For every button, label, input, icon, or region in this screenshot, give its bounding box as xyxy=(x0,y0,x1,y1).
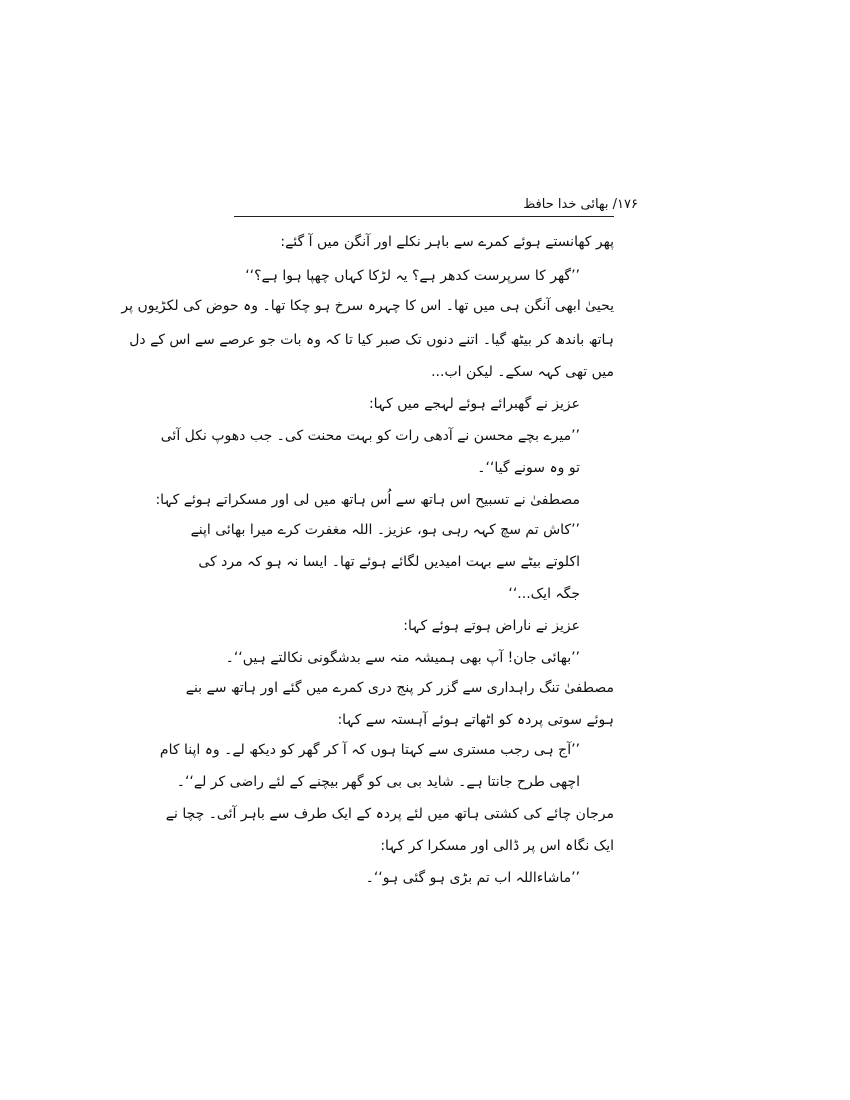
text-line: ’’ماشاءاللہ اب تم بڑی ہو گئی ہو‘‘۔ xyxy=(365,870,580,886)
text-line: تو وہ سونے گیا‘‘۔ xyxy=(477,460,580,476)
text-line: پھر کھانستے ہوئے کمرے سے باہر نکلے اور آنگن میں آ گئے: xyxy=(280,234,614,250)
text-line: ’’کاش تم سچ کہہ رہی ہو، عزیز۔ اللہ مغفرت کرے میرا بھائی اپنے xyxy=(190,522,580,538)
text-line: مرجان چائے کی کشتی ہاتھ میں لئے پردہ کے ایک طرف سے باہر آئی۔ چچا نے xyxy=(165,806,614,822)
text-line: ’’میرے بچے محسن نے آدھی رات کو بہت محنت کی۔ جب دھوپ نکل آئی xyxy=(160,428,580,444)
text-line: اکلوتے بیٹے سے بہت امیدیں لگائے ہوئے تھا۔ ایسا نہ ہو کہ مرد کی xyxy=(198,554,580,570)
text-line: ایک نگاہ اس پر ڈالی اور مسکرا کر کہا: xyxy=(380,838,614,854)
text-line: عزیز نے گھبرائے ہوئے لہجے میں کہا: xyxy=(368,396,580,412)
text-line: مصطفیٰ نے تسبیح اس ہاتھ سے اُس ہاتھ میں لی اور مسکراتے ہوئے کہا: xyxy=(155,492,580,508)
text-line: عزیز نے ناراض ہوتے ہوئے کہا: xyxy=(403,618,580,634)
text-line: جگہ ایک...‘‘ xyxy=(508,586,580,602)
text-line: ’’گھر کا سرپرست کدھر ہے؟ یہ لڑکا کہاں چھپا ہوا ہے؟‘‘ xyxy=(245,268,580,284)
text-line: میں تھی کہہ سکے۔ لیکن اب... xyxy=(431,364,614,380)
text-line: ہاتھ باندھ کر بیٹھ گیا۔ اتنے دنوں تک صبر کیا تا کہ وہ بات جو عرصے سے اس کے دل xyxy=(129,332,614,348)
text-line: ’’آج ہی رجب مستری سے کہتا ہوں کہ آ کر گھر کو دیکھ لے۔ وہ اپنا کام xyxy=(159,742,580,758)
header-rule xyxy=(234,216,614,217)
running-head: ۱۷۶/ بھائی خدا حافظ xyxy=(523,197,638,212)
text-line: ہوئے سوتی پردہ کو اٹھاتے ہوئے آہستہ سے کہا: xyxy=(337,712,614,728)
text-line: اچھی طرح جانتا ہے۔ شاید بی بی کو گھر بیچنے کے لئے راضی کر لے‘‘۔ xyxy=(176,774,580,790)
text-line: مصطفیٰ تنگ راہداری سے گزر کر پنج دری کمرے میں گئے اور ہاتھ سے بنے xyxy=(185,680,614,696)
text-line: ’’بھائی جان! آپ بھی ہمیشہ منہ سے بدشگونی نکالتے ہیں‘‘۔ xyxy=(225,650,580,666)
text-line: یحییٰ ابھی آنگن ہی میں تھا۔ اس کا چہرہ سرخ ہو چکا تھا۔ وہ حوض کی لکڑیوں پر xyxy=(121,298,614,314)
